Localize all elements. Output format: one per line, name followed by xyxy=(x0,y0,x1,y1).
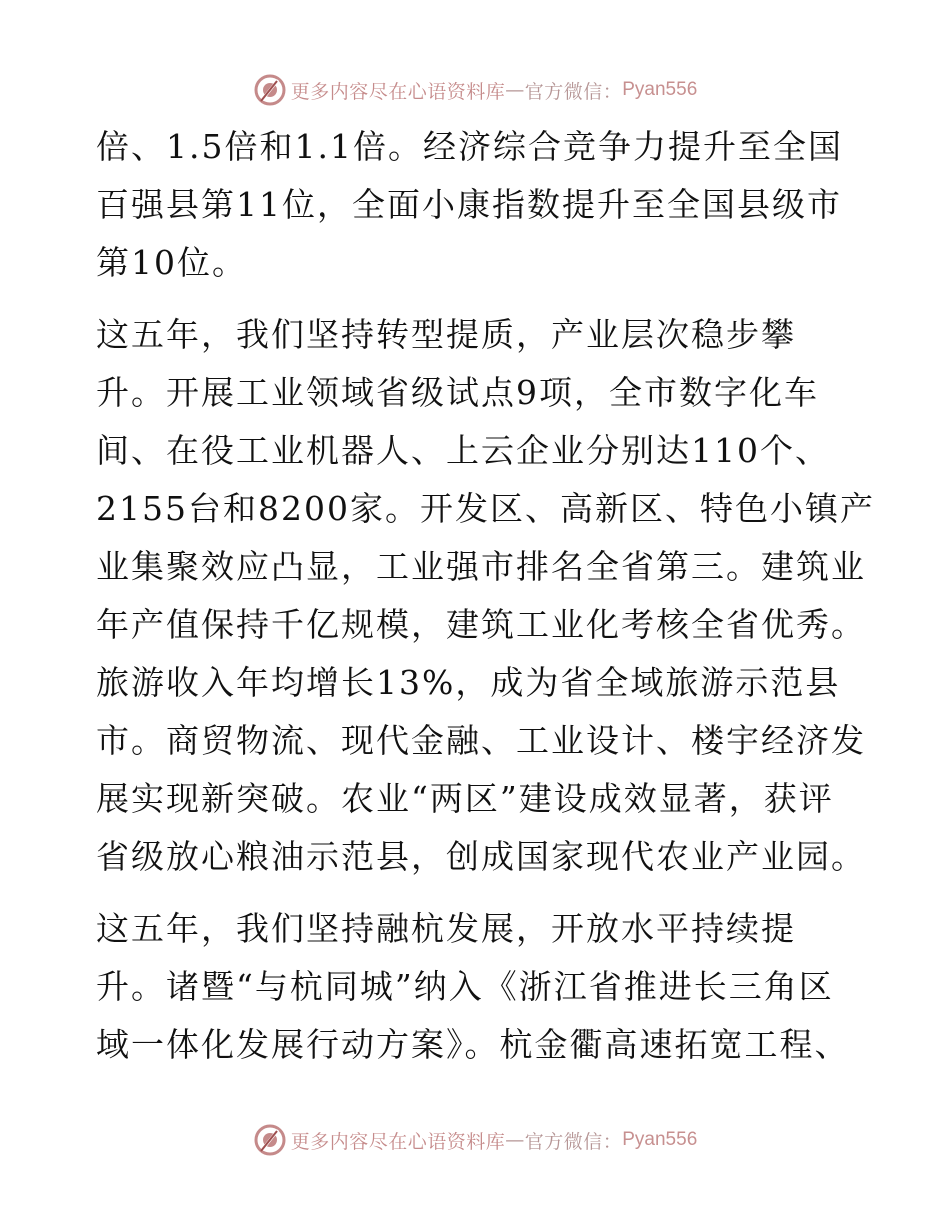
watermark-wechat-id: Pyan556 xyxy=(622,1129,698,1150)
text-line: 间、在役工业机器人、上云企业分别达110个、 xyxy=(96,431,830,470)
logo-icon xyxy=(253,73,287,107)
logo-icon xyxy=(253,1123,287,1157)
text-line: 这五年，我们坚持融杭发展，开放水平持续提 xyxy=(96,909,796,948)
text-line: 年产值保持千亿规模，建筑工业化考核全省优秀。 xyxy=(96,605,866,644)
paragraph xyxy=(96,900,876,1074)
text-line: 2155台和8200家。开发区、高新区、特色小镇产 xyxy=(96,489,875,528)
text-line: 展实现新突破。农业“两区”建设成效显著，获评 xyxy=(96,779,834,818)
text-line: 第10位。 xyxy=(96,243,247,282)
text-line: 域一体化发展行动方案》。杭金衢高速拓宽工程、 xyxy=(96,1025,850,1064)
watermark-official-label: 官方微信： xyxy=(524,80,623,103)
header-watermark xyxy=(0,70,950,110)
watermark-wechat-id: Pyan556 xyxy=(622,79,698,100)
text-line: 升。诸暨“与杭同城”纳入《浙江省推进长三角区 xyxy=(96,967,834,1006)
paragraph xyxy=(96,118,876,292)
text-line: 倍、1.5倍和1.1倍。经济综合竞争力提升至全国 xyxy=(96,127,843,166)
text-line: 旅游收入年均增长13%，成为省全域旅游示范县 xyxy=(96,663,841,702)
text-line: 业集聚效应凸显，工业强市排名全省第三。建筑业 xyxy=(96,547,866,586)
text-line: 省级放心粮油示范县，创成国家现代农业产业园。 xyxy=(96,837,866,876)
text-line: 升。开展工业领域省级试点9项，全市数字化车 xyxy=(96,373,819,412)
watermark-separator: — xyxy=(505,79,525,101)
watermark-official-label: 官方微信： xyxy=(524,1130,623,1153)
document-body xyxy=(96,118,876,1074)
watermark-text: 更多内容尽在心语资料库 xyxy=(290,80,506,103)
paragraph xyxy=(96,306,876,886)
watermark-text: 更多内容尽在心语资料库 xyxy=(290,1130,506,1153)
footer-watermark xyxy=(0,1120,950,1160)
text-line: 市。商贸物流、现代金融、工业设计、楼宇经济发 xyxy=(96,721,866,760)
text-line: 这五年，我们坚持转型提质，产业层次稳步攀 xyxy=(96,315,796,354)
text-line: 百强县第11位，全面小康指数提升至全国县级市 xyxy=(96,185,842,224)
watermark-separator: — xyxy=(505,1129,525,1151)
